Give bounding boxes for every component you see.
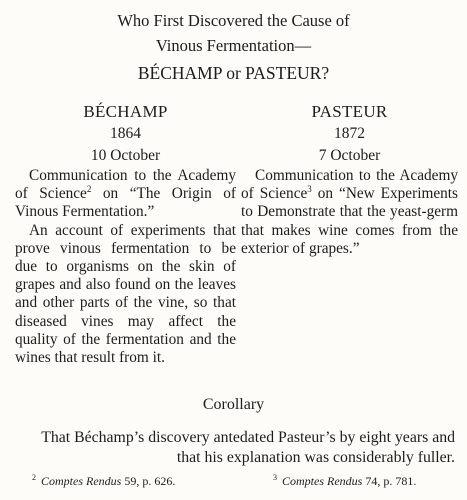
footnote-2-marker: 2 (32, 473, 36, 482)
pasteur-year: 1872 (334, 125, 365, 142)
pasteur-heading: PASTEUR (311, 102, 388, 121)
title-line-2: Vinous Fermentation— (155, 36, 312, 55)
corollary-heading: Corollary (202, 396, 265, 413)
pasteur-communication (241, 167, 458, 258)
bechamp-account: An account of experiments that prove vinous fermentation to be due to organisms on the skin of grapes and also found on the leaves and other parts of the vine, so that diseased vines may affect the quality of the fermentation and the wines that result from it. (15, 221, 236, 367)
bechamp-communication (15, 167, 236, 222)
title-line-3: BÉCHAMP or PASTEUR? (137, 63, 330, 83)
title-line-1: Who First Discovered the Cause of (117, 11, 350, 30)
pasteur-column (241, 100, 458, 258)
footnote-3-source: Comptes Rendus (282, 474, 363, 488)
footnote-2-source: Comptes Rendus (41, 474, 122, 488)
bechamp-communication-title: on “The Origin of Vinous Fermentation.” (15, 185, 236, 221)
footnote-2 (32, 474, 175, 489)
pasteur-date: 7 October (318, 147, 381, 164)
footnote-marker-3: 3 (307, 184, 312, 195)
footnote-marker-2: 2 (86, 184, 92, 195)
pasteur-communication-text: Communication to the Academy of Science (241, 167, 458, 203)
bechamp-heading: BÉCHAMP (83, 102, 168, 121)
footnote-3-ref: 74, p. 781. (362, 474, 417, 488)
footnote-2-ref: 59, p. 626. (121, 474, 176, 488)
bechamp-column (15, 100, 236, 367)
pasteur-communication-title: on “New Experiments to Demonstrate that the yeast-germ that makes wine comes from the exterior of grapes.” (241, 185, 458, 257)
footnote-3 (273, 474, 416, 489)
corollary-text: That Béchamp’s discovery antedated Pasteur’s by eight years and that his explanation was considerably fuller. (41, 429, 455, 466)
bechamp-communication-text: Communication to the Academy of Science (15, 167, 236, 203)
footnote-3-marker: 3 (273, 473, 277, 482)
bechamp-date: 10 October (90, 147, 161, 164)
bechamp-year: 1864 (110, 125, 141, 142)
